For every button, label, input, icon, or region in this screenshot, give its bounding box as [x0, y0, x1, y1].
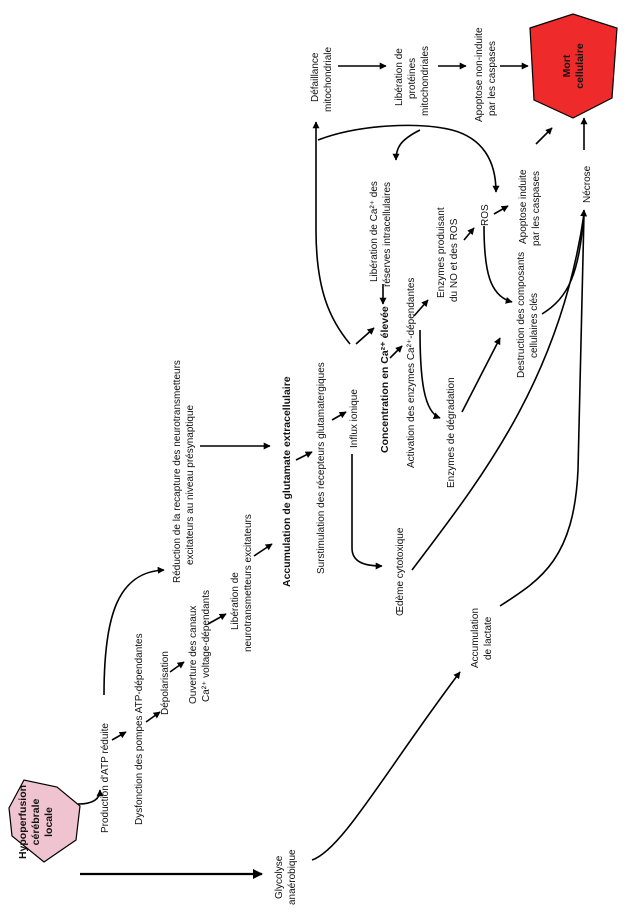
- arrow-activation-to-degradation: [420, 330, 440, 418]
- label-ca-channels-2: Ca²⁺ voltage-dépendants: [201, 589, 212, 702]
- label-lactate-2: de lactate: [483, 616, 494, 660]
- label-cytotoxic-edema: Œdème cytotoxique: [395, 527, 406, 616]
- label-mito-protein-2: protéines: [407, 57, 418, 99]
- label-atp-reduced: Production d'ATP réduite: [100, 723, 111, 833]
- label-ca-channels-1: Ouverture des canaux: [188, 605, 199, 704]
- arrow-destruction-to-necrosis: [542, 210, 584, 314]
- arrows: [78, 66, 584, 874]
- arrow-lactate-to-necrosis: [500, 214, 584, 606]
- start-node-line1: Hypoperfusion: [17, 784, 29, 860]
- label-apoptosis-caspase-1: Apoptose induite: [518, 169, 529, 244]
- labels: [100, 27, 593, 905]
- arrow-atp-to-pumps: [112, 732, 126, 740]
- arrow-glycolysis-to-lactate: [312, 672, 460, 860]
- arrow-loop-to-carelease: [396, 130, 420, 160]
- label-ca-release-1: Libération de Ca²⁺ des: [369, 181, 380, 282]
- arrow-caspase-to-death: [536, 128, 552, 144]
- label-component-destruction-1: Destruction des composants: [516, 251, 527, 378]
- label-mito-failure-1: Défaillance: [310, 52, 321, 102]
- arrow-ca-to-activation: [390, 346, 402, 358]
- arrow-receptors-to-influx: [332, 412, 346, 420]
- label-ca-release-2: réserves intracellulaires: [382, 181, 393, 287]
- arrow-start-to-atp: [78, 790, 100, 804]
- arrow-influx-to-edema: [352, 454, 382, 566]
- label-pump-dysfunction: Dysfonction des pompes ATP-dépendantes: [134, 633, 145, 825]
- arrow-to-mito-failure: [316, 122, 350, 344]
- label-mito-failure-2: mitochondriale: [323, 46, 334, 112]
- label-lactate-1: Accumulation: [470, 607, 481, 668]
- label-mito-protein-3: mitochondriales: [420, 45, 431, 116]
- arrow-ros-to-apoptosis: [494, 206, 508, 214]
- label-ca-elevated: Concentration en Ca²⁺ élevée: [379, 306, 391, 453]
- label-mito-protein-1: Libération de: [394, 48, 405, 106]
- label-depolarisation: Dépolarisation: [160, 651, 171, 715]
- end-node-line1: Mort: [561, 54, 573, 78]
- label-apoptosis-noncaspase-1: Apoptose non-induite: [474, 27, 485, 122]
- label-glycolysis-1: Glycolyse: [274, 855, 285, 899]
- label-component-destruction-2: cellulaires clés: [529, 292, 540, 358]
- arrow-loop-to-ros: [318, 125, 496, 192]
- start-node-line2: cérébrale: [30, 798, 42, 846]
- label-glycolysis-2: anaérobique: [287, 849, 298, 905]
- arrow-glutamate-to-receptors: [296, 452, 312, 460]
- start-node-line3: locale: [43, 807, 55, 837]
- arrow-degradation-to-destruction: [462, 338, 500, 412]
- label-apoptosis-caspase-2: par les caspases: [531, 170, 542, 246]
- label-ros: ROS: [480, 204, 491, 226]
- label-enzyme-activation: Activation des enzymes Ca²⁺-dépendantes: [406, 277, 417, 468]
- label-no-ros-enzymes-2: du NO et des ROS: [449, 218, 460, 302]
- arrow-ros-to-destruction: [484, 226, 512, 302]
- label-nt-release-1: Libération de: [230, 572, 241, 630]
- arrow-noros-to-ros: [464, 228, 474, 240]
- label-reuptake-2: excitateurs au niveau présynaptique: [185, 404, 196, 565]
- label-ion-influx: Influx ionique: [349, 389, 360, 448]
- arrow-pumps-to-depol: [146, 712, 160, 722]
- label-receptor-overstim: Surstimulation des récepteurs glutamatergiques: [316, 362, 327, 574]
- label-no-ros-enzymes-1: Enzymes produisant: [436, 207, 447, 298]
- label-degradation-enzymes: Enzymes de dégradation: [446, 377, 457, 488]
- label-glutamate-accum: Accumulation de glutamate extracellulaire: [281, 376, 293, 587]
- end-node: [530, 14, 617, 118]
- label-reuptake-1: Réduction de la recapture des neurotransmetteurs: [172, 360, 183, 583]
- label-apoptosis-noncaspase-2: par les caspases: [487, 40, 498, 116]
- label-necrosis: Nécrose: [582, 165, 593, 203]
- start-node: [9, 780, 80, 862]
- arrow-release-to-glutamate: [254, 544, 272, 556]
- arrow-depol-to-channels: [170, 662, 184, 672]
- end-node-line2: cellulaire: [574, 43, 586, 89]
- label-nt-release-2: neurotransmetteurs excitateurs: [243, 514, 254, 652]
- arrow-influx-to-ca: [356, 328, 374, 344]
